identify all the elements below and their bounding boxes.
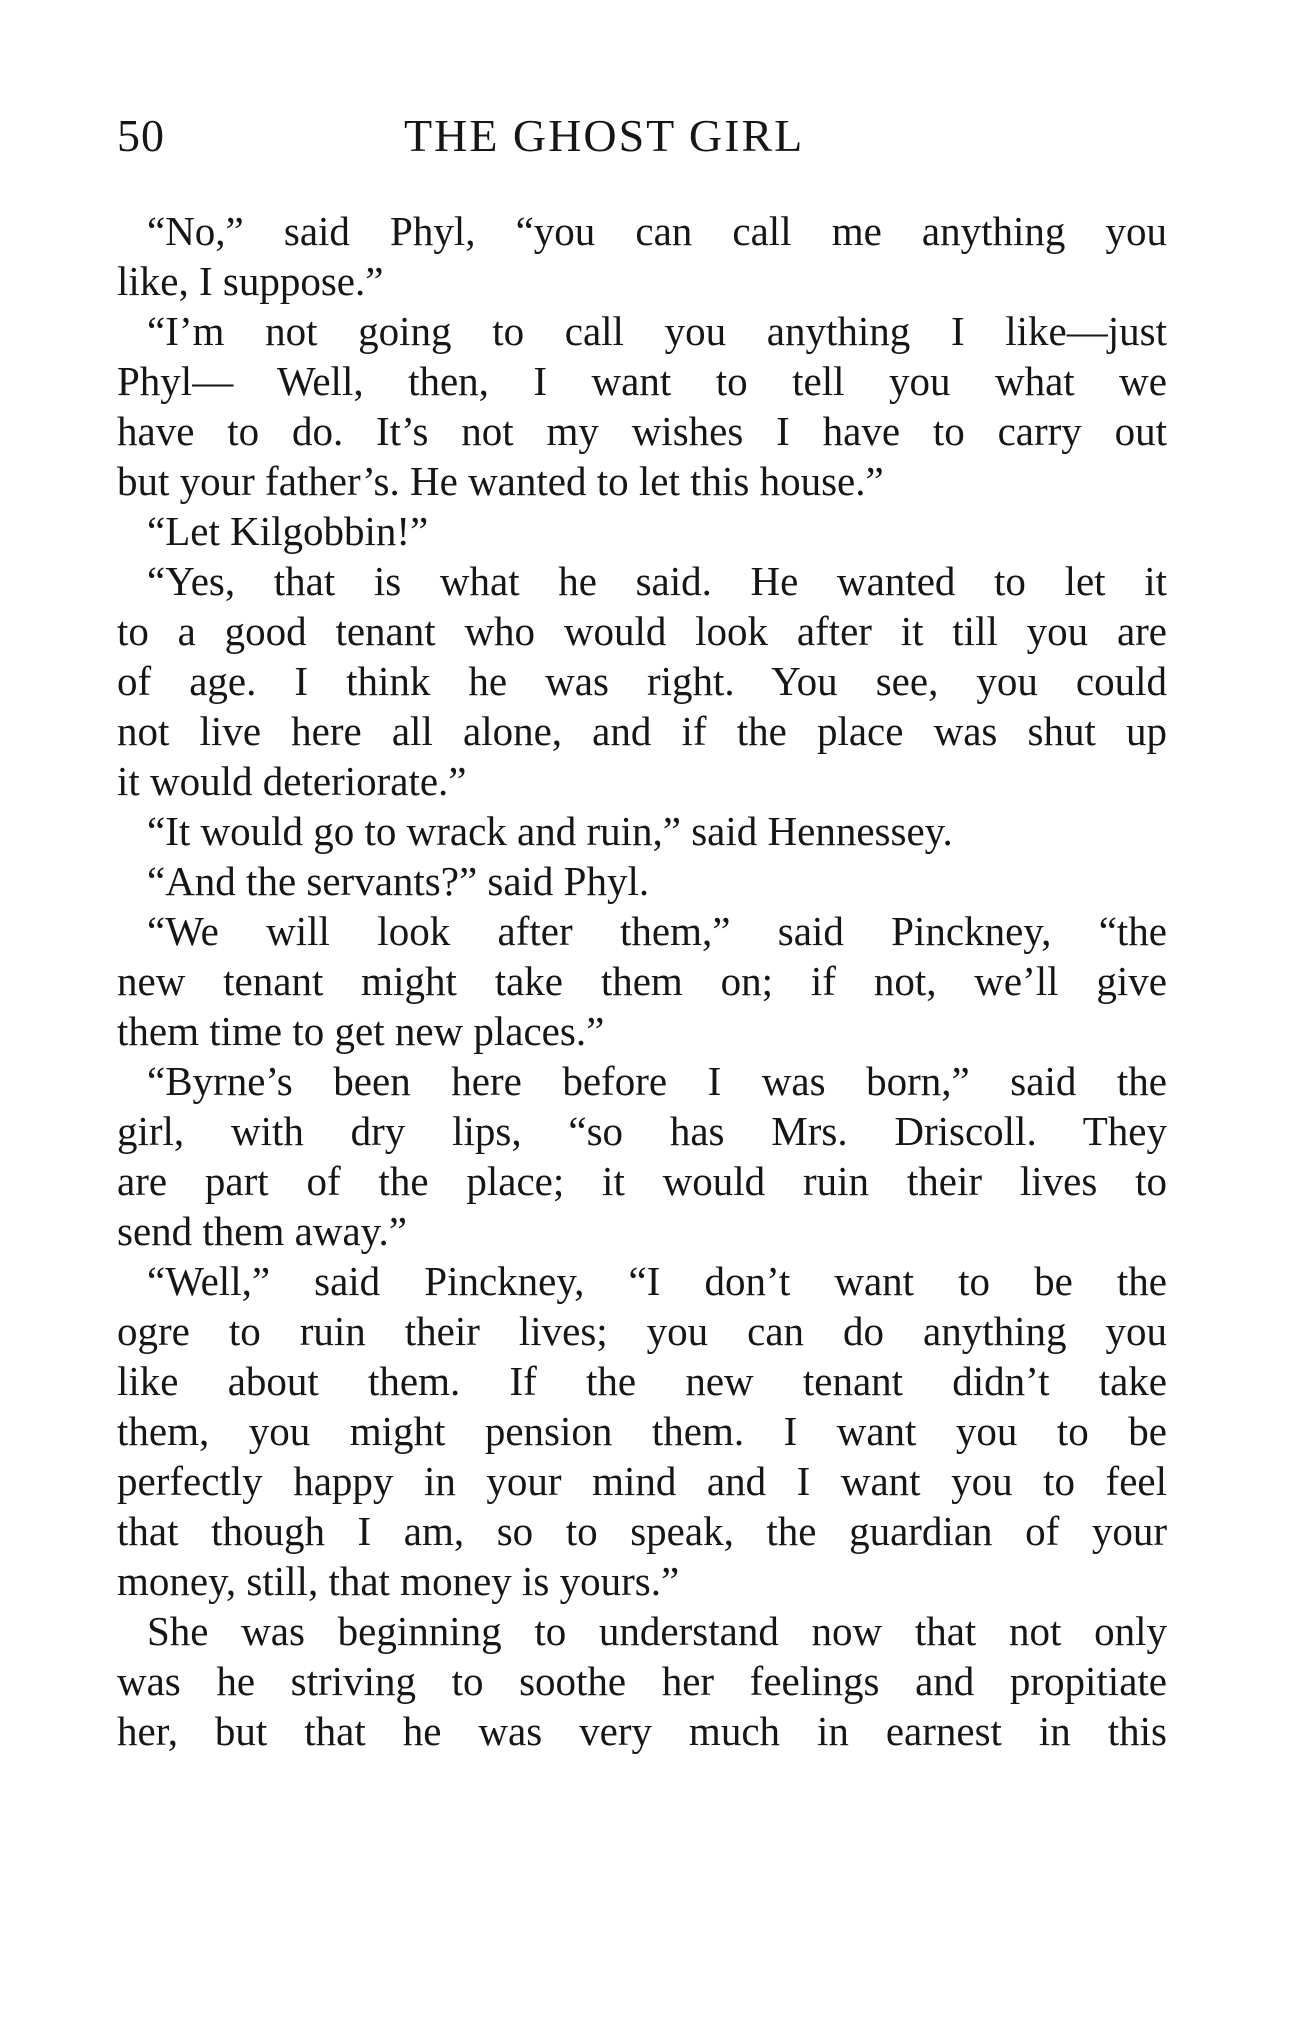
text-line: “It would go to wrack and ruin,” said Hennessey. <box>147 808 953 854</box>
text-line: “I’m not going to call you anything I like—just <box>147 308 1167 354</box>
text-line: “We will look after them,” said Pinckney, “the <box>147 908 1167 954</box>
text-line: send them away.” <box>117 1208 407 1254</box>
text-line: “Yes, that is what he said. He wanted to let it <box>147 558 1167 604</box>
text-line: them time to get new places.” <box>117 1008 605 1054</box>
text-line: girl, with dry lips, “so has Mrs. Driscoll. They <box>117 1108 1167 1154</box>
text-line: “Well,” said Pinckney, “I don’t want to be the <box>147 1258 1167 1304</box>
text-line: “Byrne’s been here before I was born,” said the <box>147 1058 1167 1104</box>
text-line: it would deteriorate.” <box>117 758 467 804</box>
text-line: them, you might pension them. I want you to be <box>117 1408 1167 1454</box>
text-line: new tenant might take them on; if not, we’ll give <box>117 958 1167 1004</box>
text-line: “And the servants?” said Phyl. <box>147 858 650 904</box>
page-header <box>117 108 1167 168</box>
text-line: Phyl— Well, then, I want to tell you what we <box>117 358 1167 404</box>
text-line: but your father’s. He wanted to let this house.” <box>117 458 884 504</box>
text-line: ogre to ruin their lives; you can do anything you <box>117 1308 1167 1354</box>
text-line: perfectly happy in your mind and I want you to feel <box>117 1458 1167 1504</box>
text-line: like about them. If the new tenant didn’t take <box>117 1358 1167 1404</box>
text-line: are part of the place; it would ruin their lives to <box>117 1158 1167 1204</box>
body-text <box>117 206 1167 1756</box>
text-line: not live here all alone, and if the place was shut up <box>117 708 1167 754</box>
page-number: 50 <box>117 110 165 161</box>
running-title: THE GHOST GIRL <box>404 110 805 161</box>
text-line: money, still, that money is yours.” <box>117 1558 680 1604</box>
text-line: that though I am, so to speak, the guardian of your <box>117 1508 1167 1554</box>
text-line: her, but that he was very much in earnest in this <box>117 1708 1167 1754</box>
text-line: like, I suppose.” <box>117 258 384 304</box>
text-line: have to do. It’s not my wishes I have to carry out <box>117 408 1167 454</box>
text-line: “Let Kilgobbin!” <box>147 508 429 554</box>
text-line: was he striving to soothe her feelings and propitiate <box>117 1658 1167 1704</box>
text-line: “No,” said Phyl, “you can call me anything you <box>147 208 1167 254</box>
text-line: of age. I think he was right. You see, you could <box>117 658 1167 704</box>
text-line: to a good tenant who would look after it till you are <box>117 608 1167 654</box>
text-line: She was beginning to understand now that not only <box>147 1608 1167 1654</box>
